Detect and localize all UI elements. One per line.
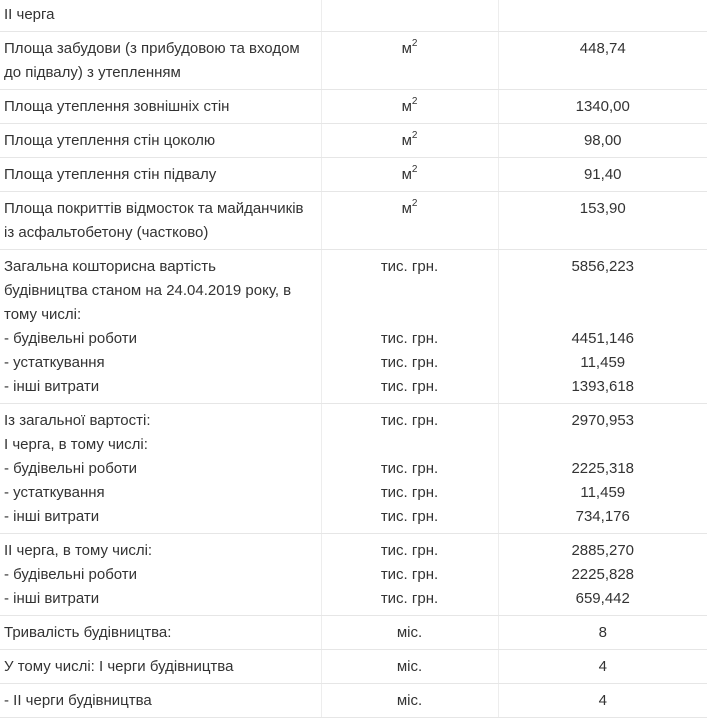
unit-text: міс. [396,624,423,641]
parameter-label: Площа забудови (з прибудовою та входом [4,40,300,57]
unit-text: тис. грн. [380,258,439,275]
parameter-label: - ІІ черги будівництва [4,692,152,709]
unit-text: міс. [396,658,423,675]
value-cell [498,0,707,32]
unit-label [326,433,494,457]
table-row [0,250,707,404]
unit-label [326,587,494,611]
value-text: 11,459 [580,484,626,501]
unit-label [326,303,494,327]
parameter-label: І черга, в тому числі: [4,436,148,453]
table-row [0,404,707,534]
unit-label [326,129,494,153]
parameter-label: Площа покриттів відмосток та майданчиків [4,200,304,217]
parameter-label: Площа утеплення стін цоколю [4,132,216,149]
parameter-label: Із загальної вартості: [4,412,151,429]
parameter-cell [0,616,321,650]
unit-superscript: 2 [411,96,418,107]
value-cell [498,250,707,404]
unit-superscript: 2 [411,38,418,49]
value-cell [498,32,707,90]
parameter-label: - будівельні роботи [4,566,138,583]
unit-text: тис. грн. [380,566,439,583]
table-row [0,192,707,250]
value-text: 2970,953 [571,412,635,429]
unit-label [326,163,494,187]
parameter-label: - інші витрати [4,508,100,525]
unit-label [326,351,494,375]
value-text: 734,176 [575,508,630,525]
unit-text: тис. грн. [380,484,439,501]
value-text: 2225,318 [571,460,635,477]
unit-text: тис. грн. [380,330,439,347]
value-cell [498,90,707,124]
unit-label [326,255,494,279]
unit-label [326,327,494,351]
value-cell [498,124,707,158]
unit-cell [321,250,498,404]
unit-label [326,375,494,399]
table-row [0,684,707,718]
unit-text: тис. грн. [380,590,439,607]
unit-superscript: 2 [411,164,418,175]
parameter-label: ІІ черга, в тому числі: [4,542,153,559]
parameter-cell [0,124,321,158]
value-text: 4451,146 [571,330,635,347]
unit-cell [321,616,498,650]
parameter-cell [0,534,321,616]
unit-label [326,279,494,303]
value-cell [498,616,707,650]
value-text: 11,459 [580,354,626,371]
table-row [0,650,707,684]
unit-label [326,689,494,713]
value-text: 91,40 [583,166,622,183]
value-text: 8 [598,624,607,641]
parameter-cell [0,0,321,32]
value-text: 2885,270 [571,542,635,559]
table-row [0,158,707,192]
unit-superscript: 2 [411,130,418,141]
value-text: 1340,00 [575,98,630,115]
unit-label [326,481,494,505]
table-row [0,124,707,158]
unit-label [326,3,494,27]
unit-cell [321,0,498,32]
table-row [0,616,707,650]
value-cell [498,650,707,684]
unit-cell [321,192,498,250]
unit-cell [321,534,498,616]
value-text: 4 [598,692,607,709]
value-text: 153,90 [579,200,626,217]
value-text: 448,74 [579,40,626,57]
unit-text: тис. грн. [380,508,439,525]
parameter-label: У тому числі: І черги будівництва [4,658,234,675]
unit-cell [321,684,498,718]
value-cell [498,534,707,616]
unit-cell [321,90,498,124]
unit-text: м [401,40,412,57]
unit-label [326,563,494,587]
parameter-label: - інші витрати [4,378,100,395]
unit-cell [321,650,498,684]
parameter-label: - інші витрати [4,590,100,607]
unit-superscript: 2 [411,198,418,209]
unit-label [326,95,494,119]
unit-text: м [401,132,412,149]
parameter-label: Площа утеплення зовнішніх стін [4,98,230,115]
value-text: 98,00 [583,132,622,149]
unit-label [326,37,494,61]
unit-label [326,457,494,481]
value-text [503,279,704,303]
table-row [0,534,707,616]
parameter-cell [0,250,321,404]
value-text [503,3,704,27]
unit-label [326,539,494,563]
value-cell [498,192,707,250]
parameter-label: - будівельні роботи [4,460,138,477]
unit-text: м [401,98,412,115]
parameter-cell [0,90,321,124]
table-row [0,90,707,124]
unit-cell [321,158,498,192]
parameter-label: із асфальтобетону (частково) [4,224,209,241]
unit-cell [321,32,498,90]
parameter-cell [0,684,321,718]
unit-cell [321,404,498,534]
parameter-label: Загальна кошторисна вартість [4,258,216,275]
unit-label [326,655,494,679]
unit-label [326,409,494,433]
value-cell [498,404,707,534]
parameter-label: Площа утеплення стін підвалу [4,166,217,183]
unit-cell [321,124,498,158]
unit-label [326,197,494,221]
parameter-label: до підвалу) з утепленням [4,64,181,81]
unit-text: тис. грн. [380,460,439,477]
parameter-label: тому числі: [4,306,82,323]
value-text: 1393,618 [571,378,635,395]
value-text [503,433,704,457]
unit-text: м [401,200,412,217]
value-cell [498,684,707,718]
parameter-label: - устаткування [4,354,105,371]
table-row [0,0,707,32]
parameter-cell [0,404,321,534]
parameter-label: Тривалість будівництва: [4,624,172,641]
unit-text: тис. грн. [380,412,439,429]
parameter-label: - устаткування [4,484,105,501]
parameter-label: - будівельні роботи [4,330,138,347]
unit-text: тис. грн. [380,542,439,559]
value-text [503,303,704,327]
parameter-label: ІІ черга [4,6,55,23]
value-cell [498,158,707,192]
unit-text: тис. грн. [380,354,439,371]
parameter-cell [0,192,321,250]
value-text: 4 [598,658,607,675]
parameter-cell [0,158,321,192]
value-text: 5856,223 [571,258,635,275]
unit-label [326,621,494,645]
table-row [0,32,707,90]
unit-text: міс. [396,692,423,709]
parameter-cell [0,650,321,684]
value-text: 2225,828 [571,566,635,583]
value-text: 659,442 [575,590,630,607]
parameter-label: будівництва станом на 24.04.2019 року, в [4,282,292,299]
unit-text: тис. грн. [380,378,439,395]
unit-text: м [401,166,412,183]
parameter-cell [0,32,321,90]
unit-label [326,505,494,529]
